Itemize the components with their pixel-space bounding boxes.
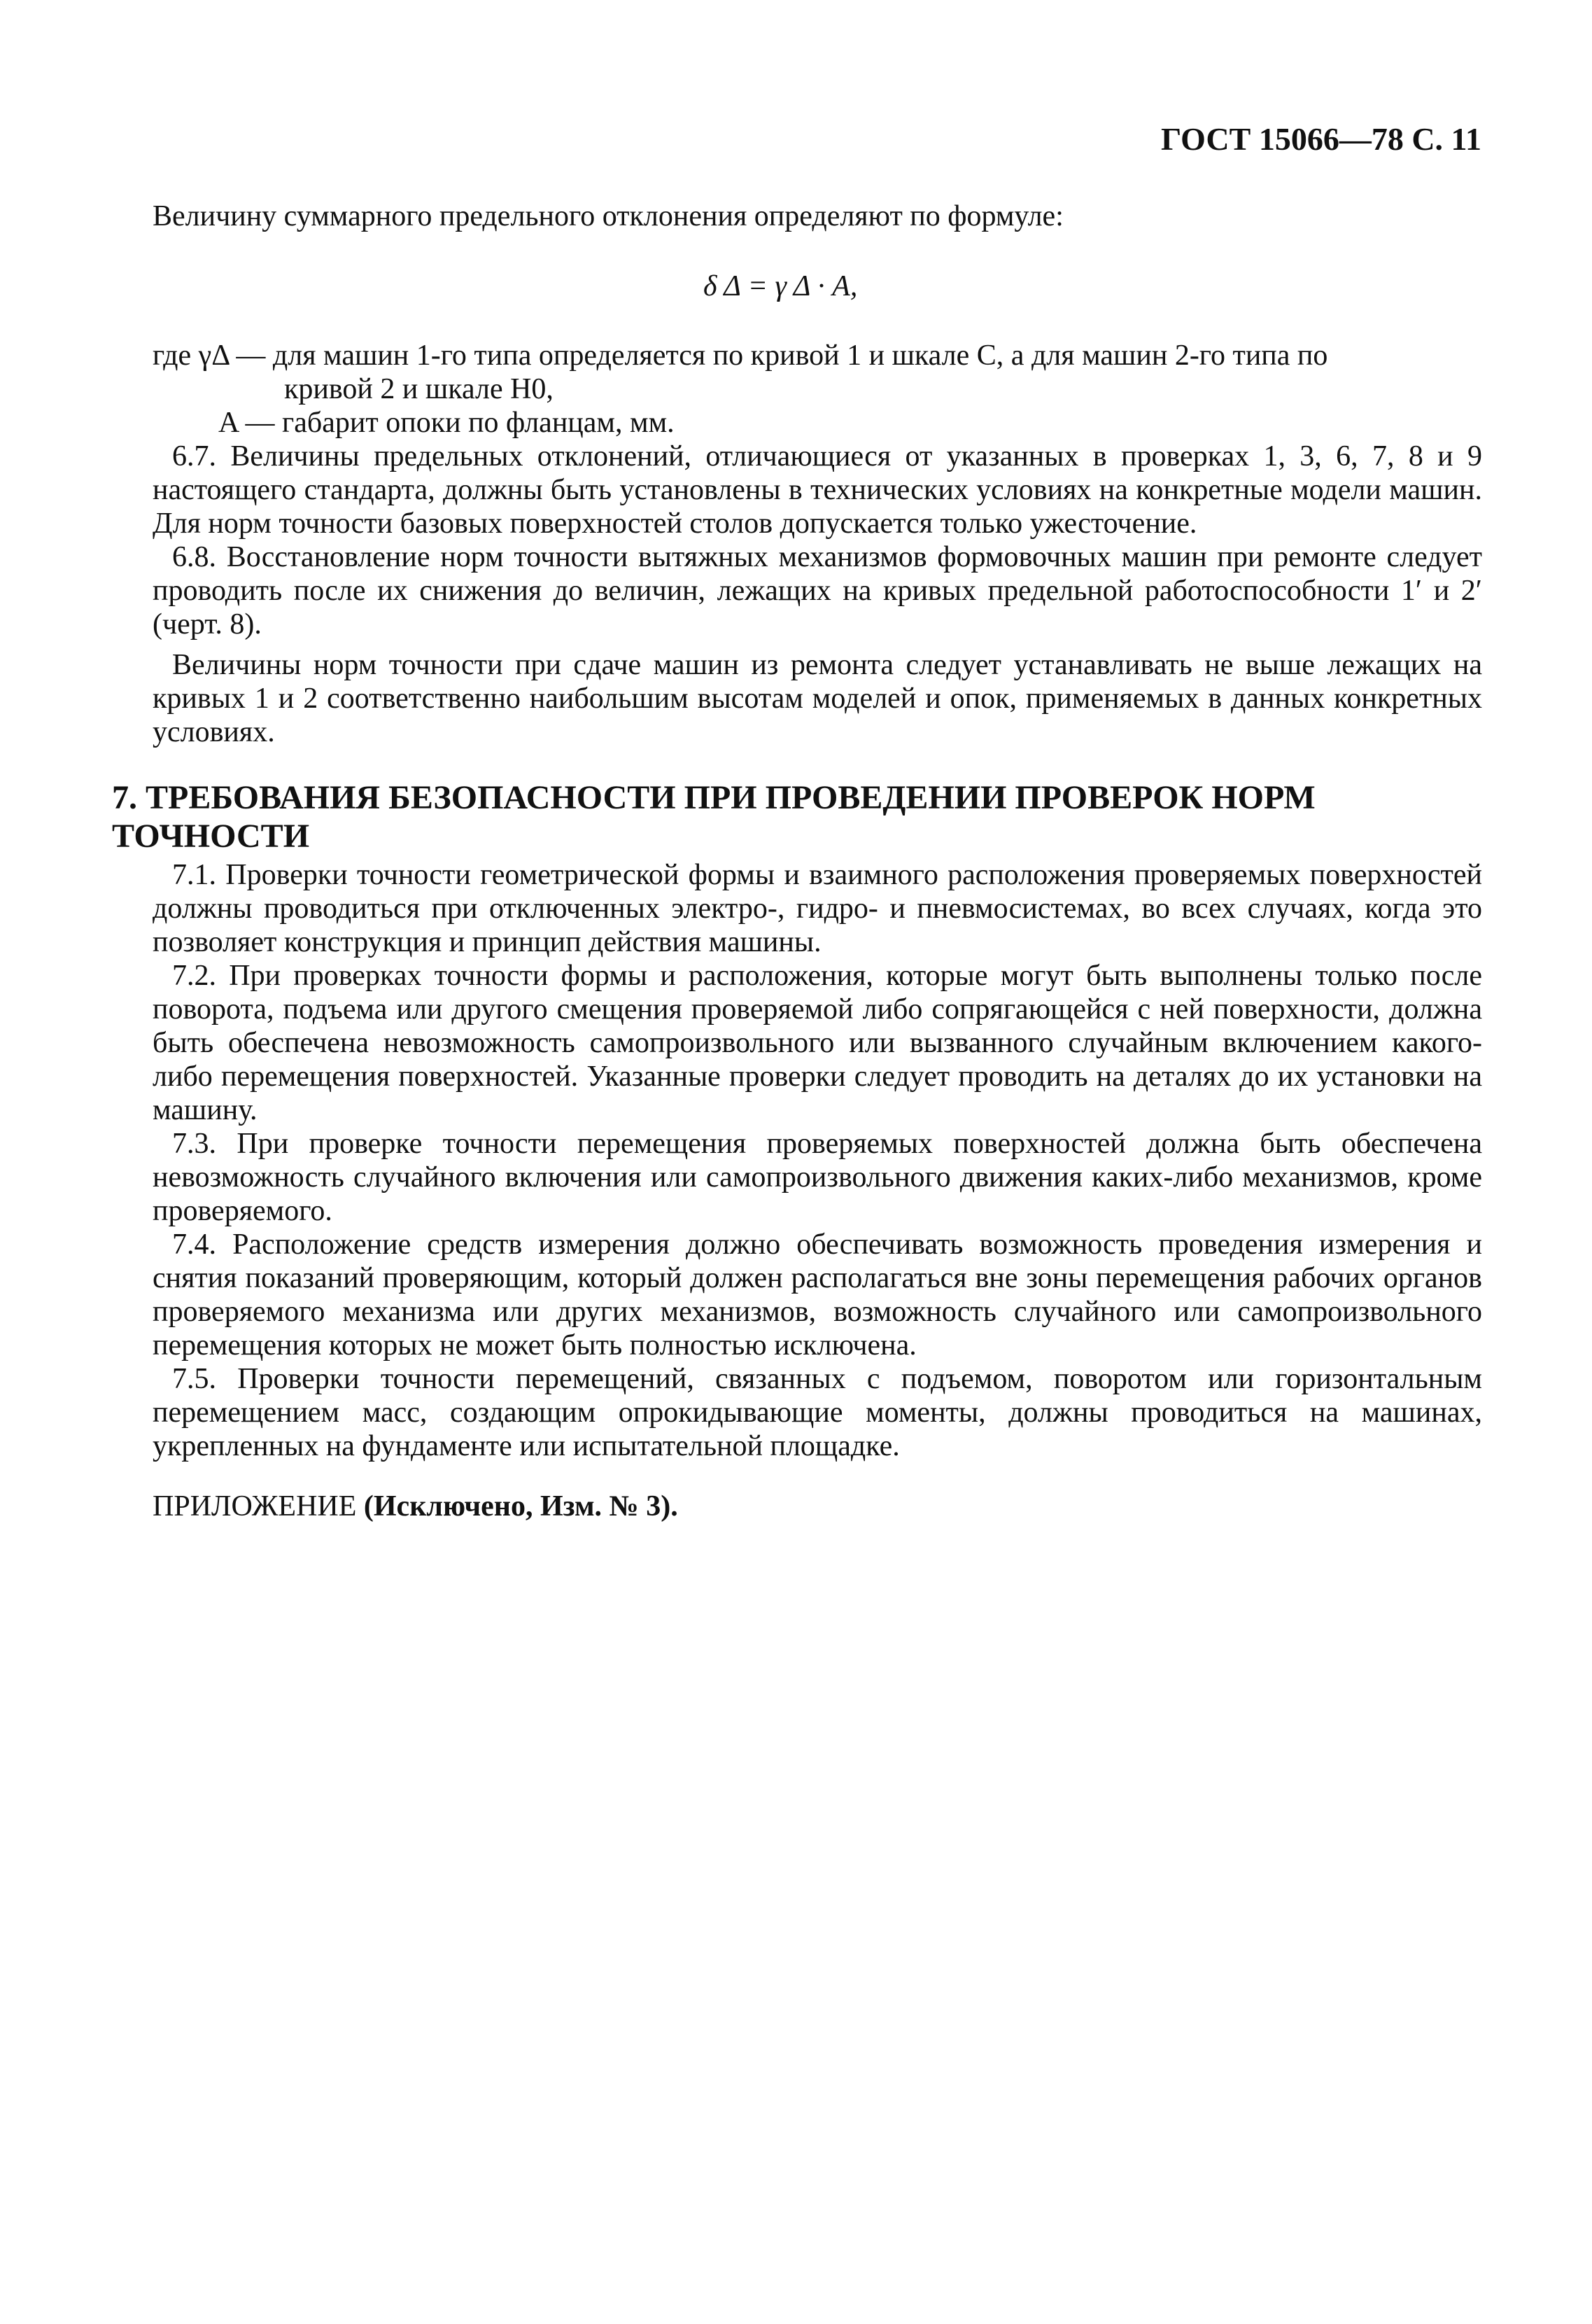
page-header: ГОСТ 15066—78 С. 11 [1160,121,1481,157]
paragraph-6-7: 6.7. Величины предельных отклонений, отличающиеся от указанных в проверках 1, 3, 6, 7, 8 и 9 настоящего стандарта, должны быть установлены в технических условиях на конкретные модели машин. Для норм точности базовых поверхностей столов допускается только ужесточение. [153,440,1482,540]
definition-line-1: где γΔ — для машин 1-го типа определяется по кривой 1 и шкале C, а для машин 2-го типа по [153,340,1328,372]
intro-text [153,200,1482,233]
formula: δ Δ = γ Δ · A, [703,270,858,302]
paragraph-6-8: 6.8. Восстановление норм точности вытяжных механизмов формовочных машин при ремонте следует проводить после их снижения до величин, лежащих на кривых предельной работоспособности 1′ и 2′ (черт. 8). [153,541,1482,640]
paragraph-7-1: 7.1. Проверки точности геометрической формы и взаимного расположения проверяемых поверхностей должны проводиться при отключенных электро-, гидро- и пневмосистемах, во всех случаях, когда это позволяет конструкция и принцип действия машины. [153,859,1482,958]
paragraph-7-5: 7.5. Проверки точности перемещений, связанных с подъемом, поворотом или горизонтальным перемещением масс, создающим опрокидывающие моменты, должны проводиться на машинах, укрепленных на фундаменте или испытательной площадке. [153,1363,1482,1462]
formula-definitions [153,339,1482,440]
section-7-paragraphs [153,858,1482,1463]
appendix-note [153,1490,678,1523]
definition-line-3: A — габарит опоки по фланцам, мм. [218,407,675,439]
section-7-heading: 7. ТРЕБОВАНИЯ БЕЗОПАСНОСТИ ПРИ ПРОВЕДЕНИИ ПРОВЕРОК НОРМ ТОЧНОСТИ [112,779,1316,855]
appendix-status: (Исключено, Изм. № 3). [363,1490,678,1522]
paragraph-6-8-continued: Величины норм точности при сдаче машин из ремонта следует устанавливать не выше лежащих на кривых 1 и 2 соответственно наибольшим высотам моделей и опок, применяемых в данных конкретных условиях. [153,649,1482,748]
paragraph-7-4: 7.4. Расположение средств измерения должно обеспечивать возможность проведения измерения и снятия показаний проверяющим, который должен располагаться вне зоны перемещения рабочих органов проверяемого механизма или других механизмов, возможность случайного или самопроизвольного перемещения которых не может быть полностью исключена. [153,1228,1482,1362]
appendix-label: ПРИЛОЖЕНИЕ [153,1490,357,1522]
intro-paragraph: Величину суммарного предельного отклонения определяют по формуле: [153,200,1064,232]
paragraph-7-3: 7.3. При проверке точности перемещения проверяемых поверхностей должна быть обеспечена невозможность случайного включения или самопроизвольного движения каких-либо механизмов, кроме проверяемого. [153,1128,1482,1227]
definition-line-2: кривой 2 и шкале H0, [284,373,554,405]
paragraph-7-2: 7.2. При проверках точности формы и расположения, которые могут быть выполнены только после поворота, подъема или другого смещения проверяемой либо сопрягающейся с ней поверхности, должна быть обеспечена невозможность самопроизвольного или вызванного случайным включением какого-либо перемещения поверхностей. Указанные проверки следует проводить на деталях до их установки на машину. [153,960,1482,1126]
section-6-paragraphs [153,440,1482,749]
